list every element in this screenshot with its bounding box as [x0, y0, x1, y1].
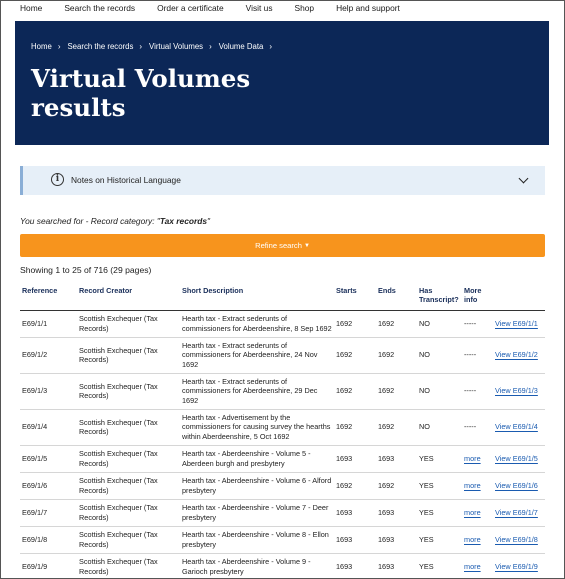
view-record-link[interactable]: View E69/1/7	[495, 507, 538, 517]
cell-record-creator: Scottish Exchequer (Tax Records)	[79, 381, 158, 400]
refine-search-button[interactable]	[20, 234, 545, 257]
cell-record-creator: Scottish Exchequer (Tax Records)	[79, 345, 158, 364]
cell-more-info	[462, 445, 493, 472]
table-row	[20, 526, 545, 553]
cell-more-info	[462, 553, 493, 579]
page-header-banner	[15, 21, 549, 145]
cell-ends: 1693	[378, 534, 395, 544]
cell-ends: 1692	[378, 386, 395, 396]
more-info-link[interactable]: more	[464, 561, 481, 571]
caret-down-icon: ▼	[303, 242, 310, 249]
cell-has-transcript: YES	[419, 453, 434, 463]
nav-shop[interactable]: Shop	[294, 3, 315, 13]
view-record-link[interactable]: View E69/1/8	[495, 534, 538, 544]
notes-historical-language-accordion[interactable]	[20, 166, 545, 195]
cell-starts: 1693	[336, 453, 353, 463]
cell-has-transcript: NO	[419, 318, 430, 328]
cell-has-transcript: NO	[419, 422, 430, 432]
column-header-ends: Ends	[378, 286, 396, 295]
results-table	[20, 282, 545, 579]
notes-label: Notes on Historical Language	[71, 175, 181, 185]
view-record-link[interactable]: View E69/1/9	[495, 561, 538, 571]
search-summary-suffix: "	[207, 216, 210, 226]
cell-view	[493, 499, 545, 526]
cell-starts: 1693	[336, 561, 353, 571]
cell-record-creator: Scottish Exchequer (Tax Records)	[79, 503, 158, 522]
column-header-has-transcript: Has Transcript?	[419, 286, 459, 304]
cell-starts: 1693	[336, 507, 353, 517]
chevron-down-icon[interactable]	[519, 174, 529, 184]
cell-view	[493, 526, 545, 553]
cell-has-transcript: YES	[419, 534, 434, 544]
cell-has-transcript: YES	[419, 480, 434, 490]
cell-ends: 1692	[378, 350, 395, 360]
column-header-reference: Reference	[22, 286, 58, 295]
cell-view	[493, 445, 545, 472]
cell-has-transcript: YES	[419, 561, 434, 571]
chevron-right-icon: ›	[209, 42, 212, 51]
results-count: Showing 1 to 25 of 716 (29 pages)	[20, 265, 152, 275]
more-info-link[interactable]: more	[464, 534, 481, 544]
cell-more-info: -----	[464, 386, 477, 396]
info-icon: i	[51, 173, 64, 186]
cell-more-info	[462, 499, 493, 526]
cell-view	[493, 472, 545, 499]
search-summary-prefix: You searched for - Record category: "	[20, 216, 160, 226]
breadcrumb-volume-data[interactable]: Volume Data	[218, 42, 264, 51]
view-record-link[interactable]: View E69/1/5	[495, 453, 538, 463]
column-header-view	[493, 282, 545, 310]
cell-ends: 1692	[378, 318, 395, 328]
nav-help-and-support[interactable]: Help and support	[336, 3, 400, 13]
cell-short-description: Hearth tax - Aberdeenshire - Volume 5 - Aberdeen burgh and presbytery	[182, 449, 311, 468]
cell-starts: 1693	[336, 534, 353, 544]
cell-reference: E69/1/3	[22, 386, 48, 396]
cell-short-description: Hearth tax - Extract sederunts of commissioners for Aberdeenshire, 24 Nov 1692	[182, 340, 318, 369]
breadcrumb-virtual-volumes[interactable]: Virtual Volumes	[149, 42, 204, 51]
cell-short-description: Hearth tax - Extract sederunts of commissioners for Aberdeenshire, 8 Sep 1692	[182, 314, 332, 333]
table-header-row	[20, 282, 545, 310]
view-record-link[interactable]: View E69/1/2	[495, 350, 538, 360]
cell-has-transcript: NO	[419, 386, 430, 396]
cell-more-info: -----	[464, 350, 477, 360]
cell-reference: E69/1/6	[22, 480, 48, 490]
cell-has-transcript: YES	[419, 507, 434, 517]
search-summary	[20, 216, 210, 226]
cell-short-description: Hearth tax - Extract sederunts of commissioners for Aberdeenshire, 29 Dec 1692	[182, 376, 318, 405]
more-info-link[interactable]: more	[464, 480, 481, 490]
cell-view	[493, 373, 545, 409]
chevron-right-icon: ›	[139, 42, 143, 51]
column-header-short-description: Short Description	[182, 286, 244, 295]
page-title-line-2: results	[31, 93, 126, 122]
cell-ends: 1693	[378, 507, 395, 517]
column-header-record-creator: Record Creator	[79, 286, 133, 295]
cell-starts: 1692	[336, 480, 353, 490]
view-record-link[interactable]: View E69/1/3	[495, 386, 538, 396]
chevron-right-icon: ›	[269, 42, 273, 51]
cell-starts: 1692	[336, 386, 353, 396]
cell-short-description: Hearth tax - Advertisement by the commissioners for causing survey the hearths within Aberdeenshire, 5 Oct 1692	[182, 412, 331, 441]
cell-starts: 1692	[336, 422, 353, 432]
cell-view	[493, 409, 545, 445]
breadcrumb-home[interactable]: Home	[31, 42, 52, 51]
table-row	[20, 553, 545, 579]
cell-view	[493, 553, 545, 579]
chevron-right-icon: ›	[57, 42, 61, 51]
cell-reference: E69/1/2	[22, 350, 48, 360]
cell-ends: 1692	[378, 422, 395, 432]
cell-starts: 1692	[336, 318, 353, 328]
cell-reference: E69/1/7	[22, 507, 48, 517]
cell-record-creator: Scottish Exchequer (Tax Records)	[79, 557, 158, 576]
view-record-link[interactable]: View E69/1/6	[495, 480, 538, 490]
cell-short-description: Hearth tax - Aberdeenshire - Volume 6 - Alford presbytery	[182, 476, 332, 495]
cell-has-transcript: NO	[419, 350, 430, 360]
view-record-link[interactable]: View E69/1/1	[495, 318, 538, 328]
cell-record-creator: Scottish Exchequer (Tax Records)	[79, 314, 158, 333]
cell-view	[493, 337, 545, 373]
cell-reference: E69/1/1	[22, 318, 48, 328]
nav-home[interactable]: Home	[20, 3, 43, 13]
cell-record-creator: Scottish Exchequer (Tax Records)	[79, 530, 158, 549]
refine-search-label: Refine search	[255, 241, 302, 250]
view-record-link[interactable]: View E69/1/4	[495, 422, 538, 432]
cell-record-creator: Scottish Exchequer (Tax Records)	[79, 449, 158, 468]
cell-more-info: -----	[464, 422, 477, 432]
table-row	[20, 499, 545, 526]
table-row	[20, 409, 545, 445]
cell-ends: 1693	[378, 561, 395, 571]
cell-more-info: -----	[464, 318, 477, 328]
breadcrumb	[31, 42, 279, 51]
cell-reference: E69/1/4	[22, 422, 48, 432]
column-header-starts: Starts	[336, 286, 357, 295]
table-row	[20, 472, 545, 499]
top-navigation	[0, 0, 565, 16]
cell-reference: E69/1/5	[22, 453, 48, 463]
cell-short-description: Hearth tax - Aberdeenshire - Volume 9 - Garioch presbytery	[182, 557, 311, 576]
table-row	[20, 337, 545, 373]
nav-visit-us[interactable]: Visit us	[245, 3, 273, 13]
cell-record-creator: Scottish Exchequer (Tax Records)	[79, 476, 158, 495]
breadcrumb-search-the-records[interactable]: Search the records	[67, 42, 134, 51]
cell-more-info	[462, 526, 493, 553]
cell-short-description: Hearth tax - Aberdeenshire - Volume 8 - Ellon presbytery	[182, 530, 329, 549]
page-title	[31, 64, 331, 122]
cell-ends: 1692	[378, 480, 395, 490]
more-info-link[interactable]: more	[464, 507, 481, 517]
more-info-link[interactable]: more	[464, 453, 481, 463]
search-term: Tax records	[159, 216, 208, 226]
nav-search-the-records[interactable]: Search the records	[64, 3, 136, 13]
cell-record-creator: Scottish Exchequer (Tax Records)	[79, 417, 158, 436]
cell-view	[493, 310, 545, 337]
cell-starts: 1692	[336, 350, 353, 360]
cell-more-info	[462, 472, 493, 499]
table-row	[20, 373, 545, 409]
cell-short-description: Hearth tax - Aberdeenshire - Volume 7 - Deer presbytery	[182, 503, 329, 522]
table-row	[20, 445, 545, 472]
cell-reference: E69/1/8	[22, 534, 48, 544]
table-row	[20, 310, 545, 337]
cell-ends: 1693	[378, 453, 395, 463]
cell-reference: E69/1/9	[22, 561, 48, 571]
column-header-more-info: More info	[464, 286, 482, 304]
page-title-line-1: Virtual Volumes	[31, 64, 251, 93]
nav-order-a-certificate[interactable]: Order a certificate	[157, 3, 224, 13]
